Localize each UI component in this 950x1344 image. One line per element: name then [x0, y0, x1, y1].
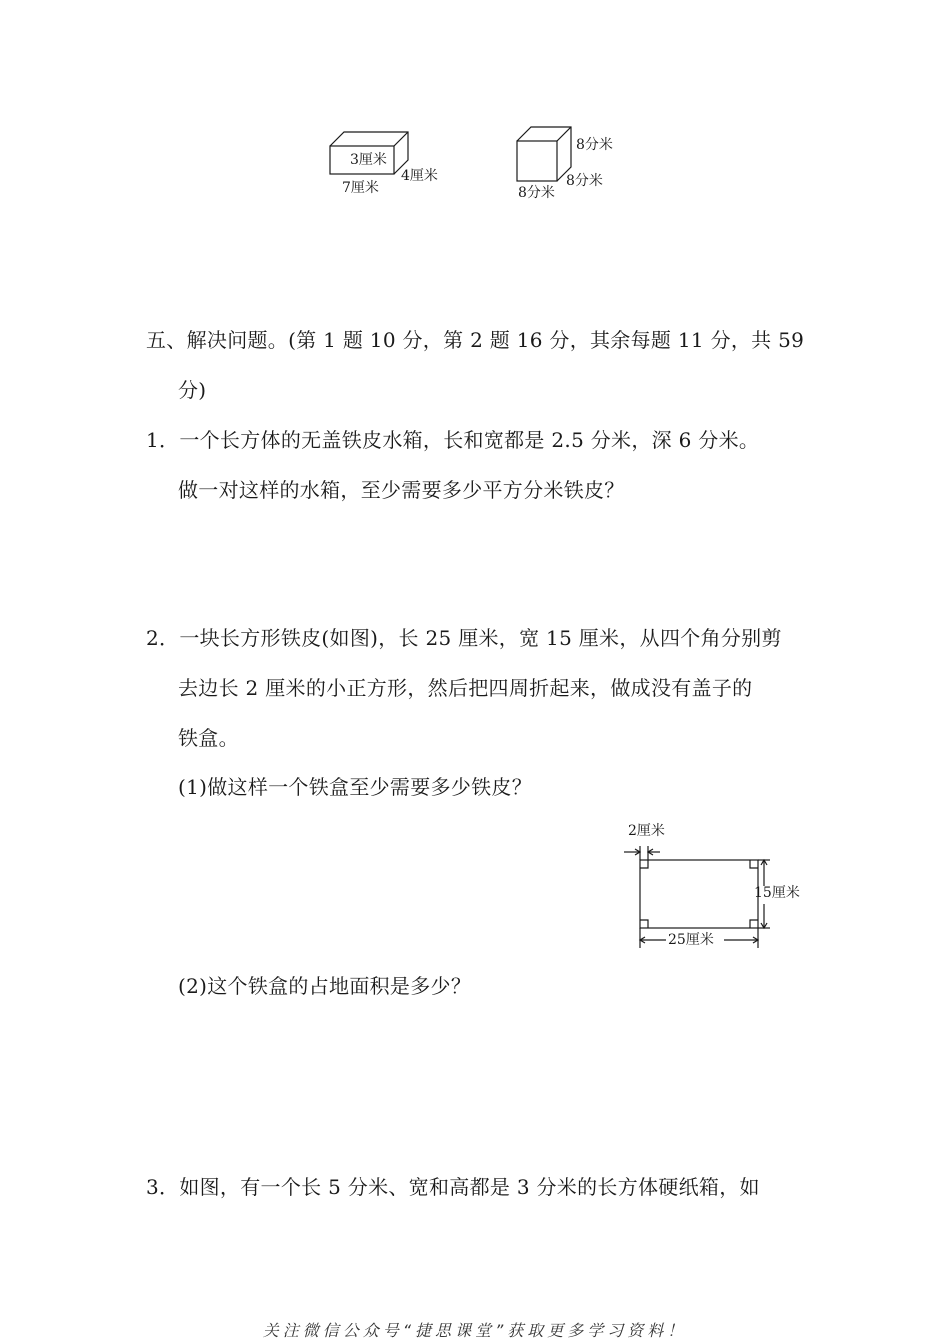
section-heading-cont: 分) — [178, 378, 207, 402]
question-1-line-2: 做一对这样的水箱，至少需要多少平方分米铁皮？ — [178, 478, 625, 502]
question-3-line-1: 3．如图，有一个长 5 分米、宽和高都是 3 分米的长方体硬纸箱，如 — [146, 1175, 760, 1199]
cuboid-length-label: 7厘米 — [342, 180, 379, 196]
sheet-height-label: 15厘米 — [754, 885, 800, 901]
cube-height-label: 8分米 — [576, 137, 613, 153]
page-footer: 关注微信公众号“捷思课堂”获取更多学习资料！ — [262, 1321, 688, 1340]
cube-length-label: 8分米 — [518, 185, 555, 201]
section-heading: 五、解决问题。(第 1 题 10 分，第 2 题 16 分，其余每题 11 分，共 59 — [146, 328, 805, 352]
question-1-line-1: 1．一个长方体的无盖铁皮水箱，长和宽都是 2.5 分米，深 6 分米。 — [146, 428, 760, 452]
question-2-sub-1: (1)做这样一个铁盒至少需要多少铁皮？ — [178, 775, 533, 799]
cube-depth-label: 8分米 — [566, 173, 603, 189]
question-2-sub-2: (2)这个铁盒的占地面积是多少？ — [178, 974, 472, 998]
sheet-length-label: 25厘米 — [668, 932, 714, 948]
question-2-line-3: 铁盒。 — [178, 726, 239, 750]
cuboid-height-label: 4厘米 — [401, 168, 438, 184]
sheet-corner-label: 2厘米 — [628, 823, 665, 839]
question-2-line-2: 去边长 2 厘米的小正方形，然后把四周折起来，做成没有盖子的 — [178, 676, 753, 700]
cuboid-width-label: 3厘米 — [350, 152, 387, 168]
question-2-line-1: 2．一块长方形铁皮(如图)，长 25 厘米，宽 15 厘米，从四个角分别剪 — [146, 626, 782, 650]
